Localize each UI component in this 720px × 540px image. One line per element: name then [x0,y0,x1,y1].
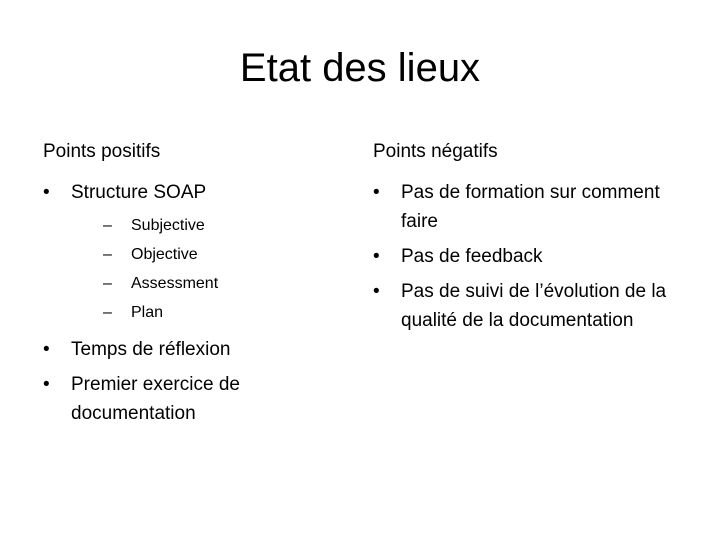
bullet-text: Temps de réflexion [71,339,231,360]
positive-points-list [43,178,343,428]
bullet-text: Structure SOAP [71,182,207,203]
bullet-icon: • [373,246,380,267]
dash-icon: – [103,304,112,321]
bullet-text: Pas de formation sur comment faire [401,182,660,232]
sub-item-text: Subjective [131,217,205,234]
sub-list-item [71,269,343,298]
negative-points-column [373,140,673,341]
sub-list-item [71,298,343,327]
dash-icon: – [103,275,112,292]
positive-points-heading: Points positifs [43,141,161,162]
sub-item-text: Plan [131,304,164,321]
list-item [43,370,343,428]
bullet-text: Premier exercice de documentation [71,374,240,424]
slide-title: Etat des lieux [239,46,481,90]
list-item [373,277,673,335]
soap-subitems-list [71,211,343,327]
bullet-icon: • [43,339,50,360]
sub-item-text: Assessment [131,275,219,292]
bullet-text: Pas de feedback [401,246,543,267]
positive-points-column [43,140,343,434]
dash-icon: – [103,217,112,234]
bullet-icon: • [43,374,50,395]
bullet-text: Pas de suivi de l’évolution de la qualité de la documentation [401,281,667,331]
negative-points-list [373,178,673,335]
bullet-icon: • [373,281,380,302]
list-item [43,178,343,327]
bullet-icon: • [373,182,380,203]
list-item [373,242,673,271]
bullet-icon: • [43,182,50,203]
sub-item-text: Objective [131,246,198,263]
list-item [373,178,673,236]
sub-list-item [71,240,343,269]
sub-list-item [71,211,343,240]
dash-icon: – [103,246,112,263]
negative-points-heading: Points négatifs [373,141,498,162]
list-item [43,335,343,364]
